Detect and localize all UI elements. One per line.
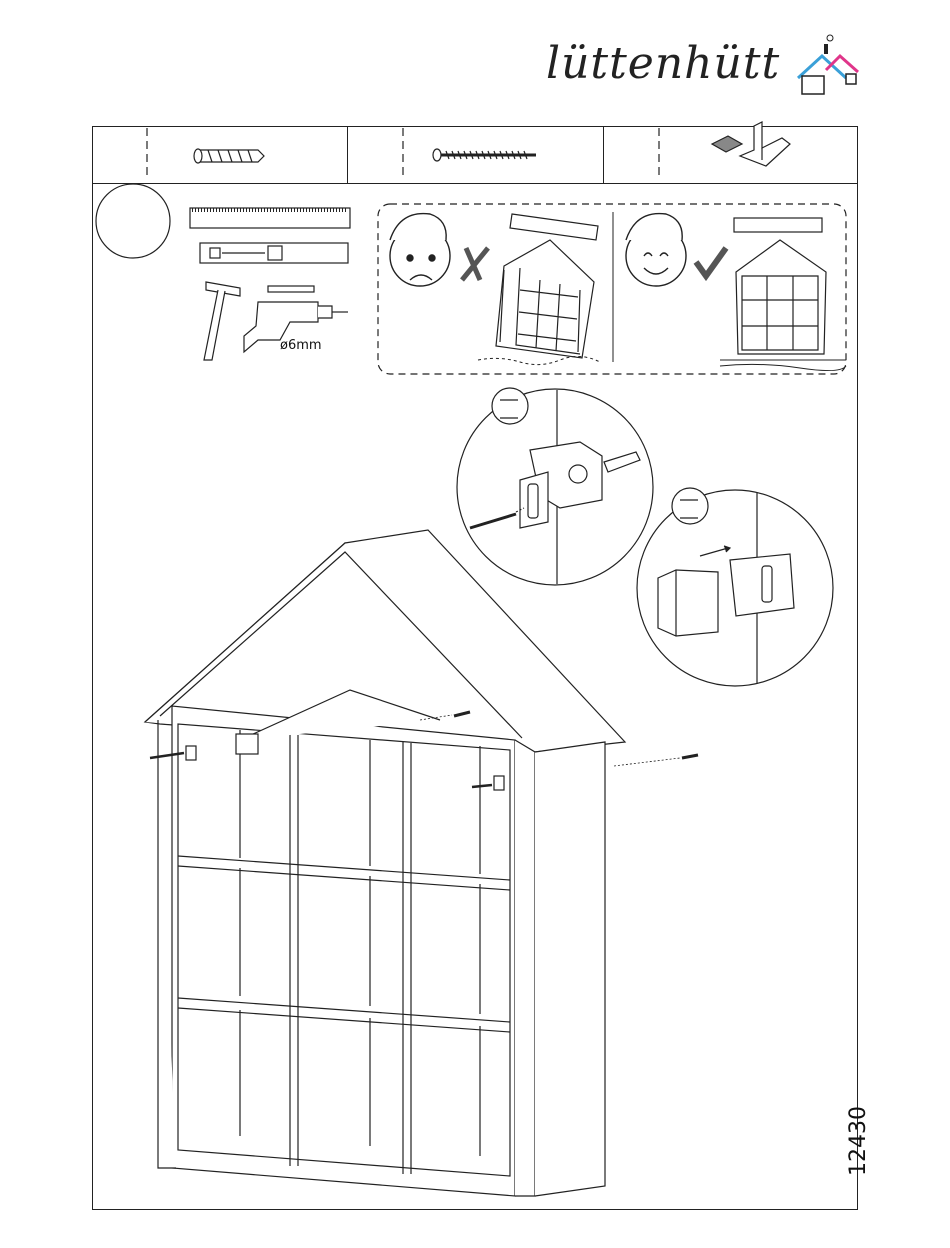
happy-face-icon xyxy=(626,214,686,286)
wall-bracket-icon xyxy=(712,122,790,166)
cross-icon xyxy=(462,248,488,280)
step-circle xyxy=(96,184,170,258)
brand-logo-text: lüttenhütt xyxy=(546,38,781,89)
spirit-level-icon xyxy=(200,243,348,263)
check-icon xyxy=(696,248,726,276)
document-number-text: 12430 xyxy=(846,1106,871,1176)
detail-circle-2 xyxy=(637,488,833,686)
hammer-icon xyxy=(204,282,240,360)
document-number xyxy=(846,1106,906,1180)
detail-circle-1 xyxy=(457,388,653,585)
anchor-plug-icon xyxy=(194,149,264,163)
screw-icon xyxy=(433,149,536,161)
ruler-icon xyxy=(190,208,350,228)
drill-bit-label: ø6mm xyxy=(280,338,322,353)
sad-face-icon xyxy=(390,214,450,286)
house-shelf-drawing xyxy=(145,530,625,1196)
